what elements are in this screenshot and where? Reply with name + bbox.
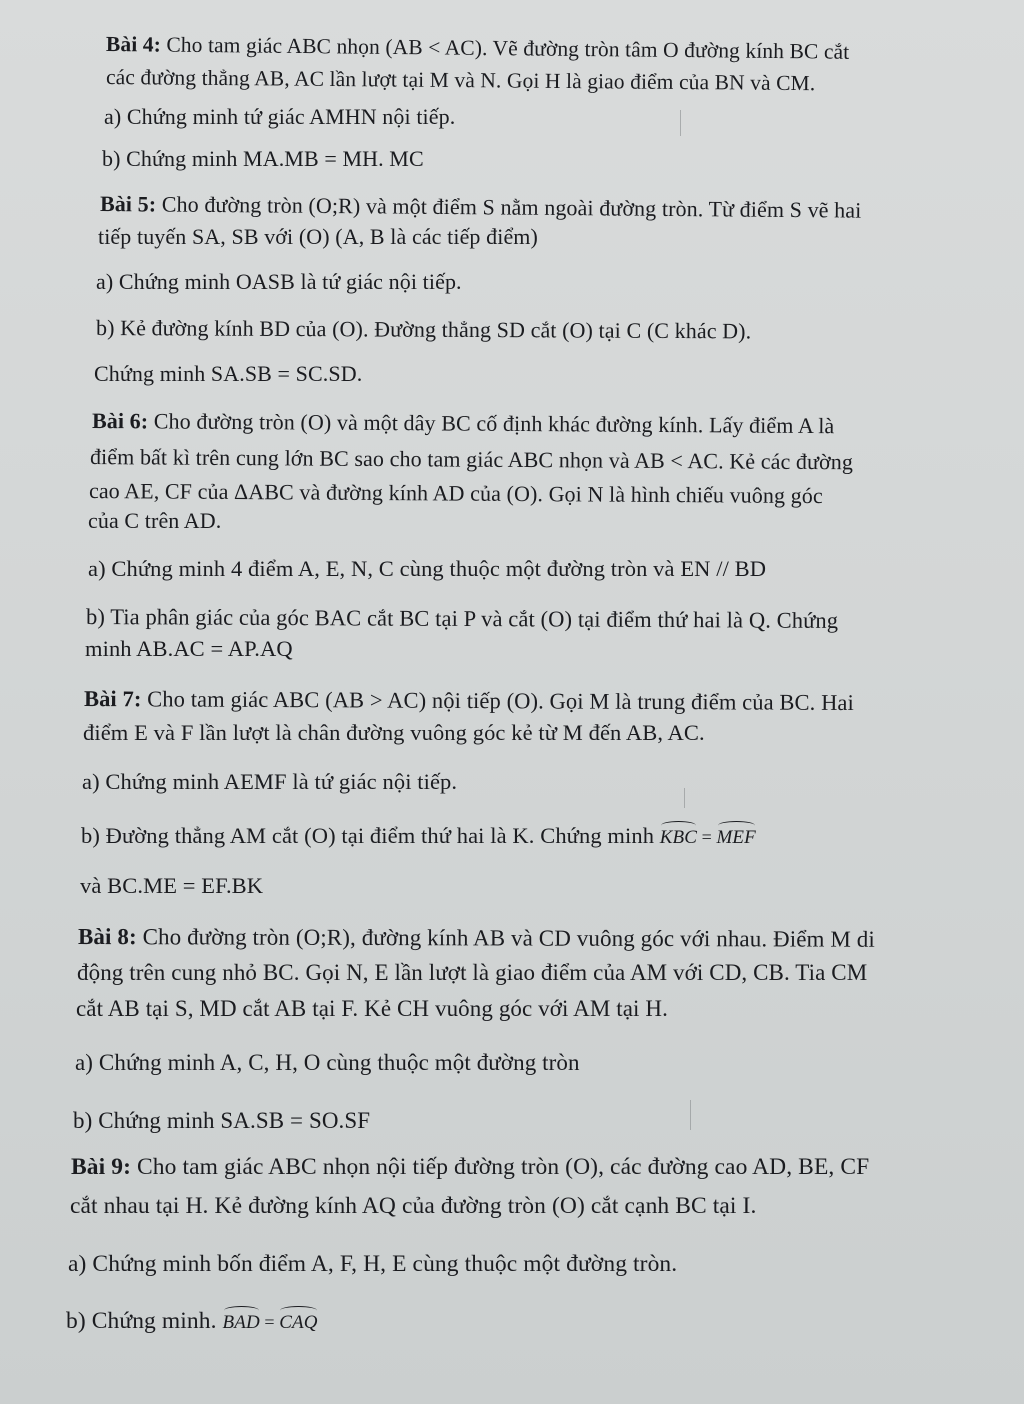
p4-line-2: các đường thẳng AB, AC lần lượt tại M và N. Gọi H là giao điểm của BN và CM. [105,65,816,96]
p8-line-2: động trên cung nhỏ BC. Gọi N, E lần lượt là giao điểm của AM với CD, CB. Tia CM [77,960,868,985]
paper-fold-mark [680,110,681,136]
p6-line-2: điểm bất kì trên cung lớn BC sao cho tam giác ABC nhọn và AB < AC. Kẻ các đường [89,444,854,475]
p9-heading: Bài 9: [71,1154,132,1180]
p9-part-a: a) Chứng minh bốn điểm A, F, H, E cùng thuộc một đường tròn. [68,1251,678,1277]
p7-line-1: Bài 7: Cho tam giác ABC (AB > AC) nội tiếp (O). Gọi M là trung điểm của BC. Hai [83,686,854,716]
p4-part-b: b) Chứng minh MA.MB = MH. MC [102,146,424,171]
arc-bad: BAD [223,1309,260,1337]
arc-mef: MEF [717,824,756,852]
p4-line-1: Bài 4: Cho tam giác ABC nhọn (AB < AC). Vẽ đường tròn tâm O đường kính BC cắt [105,32,850,64]
p6-line-4: của C trên AD. [88,508,222,533]
p5-line-1: Bài 5: Cho đường tròn (O;R) và một điểm S nằm ngoài đường tròn. Từ điểm S vẽ hai [99,191,862,223]
p5-part-b-1: b) Kẻ đường kính BD của (O). Đường thẳng SD cắt (O) tại C (C khác D). [95,315,752,344]
p7-part-a: a) Chứng minh AEMF là tứ giác nội tiếp. [82,769,458,794]
p8-part-a: a) Chứng minh A, C, H, O cùng thuộc một đường tròn [75,1050,580,1075]
p6-part-a: a) Chứng minh 4 điểm A, E, N, C cùng thuộc một đường tròn và EN // BD [88,556,767,581]
p7-heading: Bài 7: [83,686,142,712]
p5-line-2: tiếp tuyến SA, SB với (O) (A, B là các tiếp điểm) [98,224,538,249]
p8-line-3: cắt AB tại S, MD cắt AB tại F. Kẻ CH vuông góc với AM tại H. [76,996,668,1021]
p7-line-2: điểm E và F lần lượt là chân đường vuông góc kẻ từ M đến AB, AC. [83,720,705,745]
p5-part-b-2: Chứng minh SA.SB = SC.SD. [94,361,363,386]
p5-part-a: a) Chứng minh OASB là tứ giác nội tiếp. [96,269,462,294]
p6-line-3: cao AE, CF của ΔABC và đường kính AD của (O). Gọi N là hình chiếu vuông góc [88,478,823,509]
paper-fold-mark [684,788,685,808]
p4-heading: Bài 4: [105,32,162,57]
p8-part-b: b) Chứng minh SA.SB = SO.SF [73,1108,371,1133]
arc-caq: CAQ [279,1309,317,1337]
p9-line-1: Bài 9: Cho tam giác ABC nhọn nội tiếp đường tròn (O), các đường cao AD, BE, CF [71,1154,870,1180]
p8-heading: Bài 8: [77,924,137,950]
paper-fold-mark [690,1100,691,1130]
p6-line-1: Bài 6: Cho đường tròn (O) và một dây BC cố định khác đường kính. Lấy điểm A là [91,408,835,439]
p9-line-2: cắt nhau tại H. Kẻ đường kính AQ của đường tròn (O) cắt cạnh BC tại I. [70,1193,757,1219]
p9-part-b: b) Chứng minh. BAD = CAQ [66,1307,318,1337]
p8-line-1: Bài 8: Cho đường tròn (O;R), đường kính AB và CD vuông góc với nhau. Điểm M di [77,924,875,952]
p7-part-b-2: và BC.ME = EF.BK [80,873,264,898]
p5-heading: Bài 5: [99,191,157,217]
arc-kbc: KBC [660,824,697,852]
p6-part-b-2: minh AB.AC = AP.AQ [85,636,293,661]
p6-part-b-1: b) Tia phân giác của góc BAC cắt BC tại P và cắt (O) tại điểm thứ hai là Q. Chứng [85,604,839,633]
p4-part-a: a) Chứng minh tứ giác AMHN nội tiếp. [104,104,456,129]
p6-heading: Bài 6: [91,408,149,434]
p7-part-b-1: b) Đường thẳng AM cắt (O) tại điểm thứ hai là K. Chứng minh KBC = MEF [81,822,756,852]
